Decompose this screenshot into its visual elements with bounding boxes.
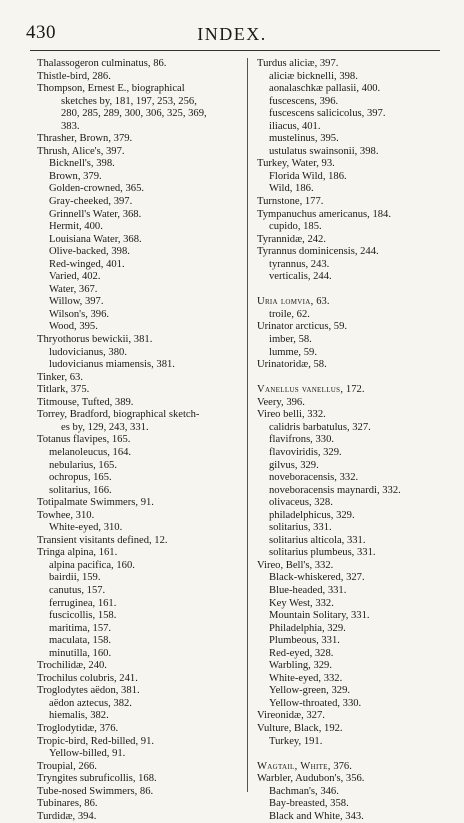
index-entry: aëdon aztecus, 382. (49, 697, 132, 709)
index-entry: Philadelphia, 329. (269, 622, 346, 634)
index-entry: Hermit, 400. (49, 221, 103, 233)
index-entry: mustelinus, 395. (269, 133, 339, 145)
index-entry: Totipalmate Swimmers, 91. (37, 497, 154, 509)
index-entry: Tringa alpina, 161. (37, 547, 118, 559)
index-entry: Mountain Solitary, 331. (269, 610, 370, 622)
index-entry: Troglodytes aëdon, 381. (37, 685, 140, 697)
index-entry: aliciæ bicknelli, 398. (269, 70, 358, 82)
index-entry: Tryngites subruficollis, 168. (37, 773, 157, 785)
index-entry: Blue-headed, 331. (269, 584, 347, 596)
index-entry: Vanellus vanellus, 172. (257, 384, 365, 396)
index-entry: Torrey, Bradford, biographical sketch- (37, 409, 200, 421)
index-entry: Turdus aliciæ, 397. (257, 58, 339, 69)
index-entry: Trochilidæ, 240. (37, 660, 107, 672)
index-entry: Thompson, Ernest E., biographical (37, 83, 185, 95)
index-entry: Wood, 395. (49, 321, 98, 333)
index-entry: Yellow-throated, 330. (269, 697, 362, 709)
header-rule (30, 50, 440, 51)
index-entry: Vulture, Black, 192. (257, 722, 343, 734)
index-entry: Bicknell's, 398. (49, 158, 115, 170)
index-entry: Thrasher, Brown, 379. (37, 133, 133, 145)
index-entry: fuscescens salicicolus, 397. (269, 108, 386, 120)
index-entry: Troupial, 266. (37, 760, 97, 772)
index-entry: Urinatoridæ, 58. (257, 359, 327, 371)
index-entry: Thrush, Alice's, 397. (37, 145, 125, 157)
index-entry: Troglodytidæ, 376. (37, 722, 119, 734)
index-entry: Vireo, Bell's, 332. (257, 559, 334, 571)
column-divider (247, 58, 248, 792)
index-entry: Tinker, 63. (37, 371, 83, 383)
index-entry: Key West, 332. (269, 597, 334, 609)
index-entry: Thalassogeron culminatus, 86. (37, 58, 167, 69)
index-entry: Brown, 379. (49, 170, 102, 182)
index-entry: 280, 285, 289, 300, 306, 325, 369, (61, 108, 207, 120)
index-entry: Turnstone, 177. (257, 196, 324, 208)
index-entry: Titmouse, Tufted, 389. (37, 396, 134, 408)
index-entry: Bay-breasted, 358. (269, 798, 349, 810)
index-entry: Tympanuchus americanus, 184. (257, 208, 391, 220)
index-entry: Titlark, 375. (37, 384, 90, 396)
index-entry: solitarius, 166. (49, 484, 112, 496)
index-entry: ustulatus swainsonii, 398. (269, 145, 379, 157)
index-entry: alpina pacifica, 160. (49, 559, 135, 571)
index-entry: Tyrannidæ, 242. (257, 233, 326, 245)
index-entry: calidris barbatulus, 327. (269, 421, 371, 433)
index-entry: ludovicianus, 380. (49, 346, 127, 358)
index-entry: ferruginea, 161. (49, 597, 117, 609)
index-entry: lumme, 59. (269, 346, 317, 358)
index-entry: Turkey, Water, 93. (257, 158, 335, 170)
section-gap (257, 748, 451, 761)
index-entry: Totanus flavipes, 165. (37, 434, 131, 446)
section-gap (257, 284, 451, 297)
index-entry: ludovicianus miamensis, 381. (49, 359, 175, 371)
index-entry: Red-winged, 401. (49, 258, 125, 270)
index-entry: White-eyed, 332. (269, 672, 343, 684)
index-entry: Transient visitants defined, 12. (37, 534, 168, 546)
index-column-right (257, 58, 451, 823)
index-entry: sketches by, 181, 197, 253, 256, (61, 95, 197, 107)
index-entry: philadelphicus, 329. (269, 509, 355, 521)
index-entry: Black and White, 343. (269, 810, 364, 822)
index-entry: Thistle-bird, 286. (37, 70, 111, 82)
index-entry: troile, 62. (269, 308, 310, 320)
index-entry: Tubinares, 86. (37, 798, 98, 810)
index-entry: Wild, 186. (269, 183, 314, 195)
index-entry: flavoviridis, 329. (269, 446, 342, 458)
index-entry: gilvus, 329. (269, 459, 319, 471)
index-entry: Warbler, Audubon's, 356. (257, 773, 365, 785)
index-entry: Water, 367. (49, 283, 98, 295)
index-entry: Urinator arcticus, 59. (257, 321, 348, 333)
index-entry: nebularius, 165. (49, 459, 117, 471)
index-entry: Trochilus colubris, 241. (37, 672, 138, 684)
index-entry: Turkey, 191. (269, 735, 323, 747)
index-entry: Willow, 397. (49, 296, 104, 308)
index-entry: es by, 129, 243, 331. (61, 421, 149, 433)
index-entry: imber, 58. (269, 334, 312, 346)
index-entry: Tube-nosed Swimmers, 86. (37, 785, 154, 797)
index-entry: Turdidæ, 394. (37, 810, 97, 822)
index-entry: melanoleucus, 164. (49, 446, 132, 458)
index-entry: Bachman's, 346. (269, 785, 339, 797)
index-entry: Tropic-bird, Red-billed, 91. (37, 735, 155, 747)
index-entry: Towhee, 310. (37, 509, 95, 521)
index-entry: Olive-backed, 398. (49, 246, 130, 258)
index-entry: Red-eyed, 328. (269, 647, 334, 659)
index-entry: Tyrannus dominicensis, 244. (257, 246, 379, 258)
section-gap (257, 372, 451, 385)
index-entry: Louisiana Water, 368. (49, 233, 142, 245)
index-entry: maritima, 157. (49, 622, 112, 634)
index-entry: Warbling, 329. (269, 660, 332, 672)
index-entry: aonalaschkæ pallasii, 400. (269, 83, 381, 95)
index-entry: Vireo belli, 332. (257, 409, 326, 421)
index-entry: iliacus, 401. (269, 120, 321, 132)
index-entry: Yellow-billed, 91. (49, 748, 126, 760)
index-entry: White-eyed, 310. (49, 522, 123, 534)
index-entry: Veery, 396. (257, 396, 305, 408)
index-entry: Thryothorus bewickii, 381. (37, 334, 153, 346)
index-entry: verticalis, 244. (269, 271, 332, 283)
index-entry: Varied, 402. (49, 271, 101, 283)
index-entry: Golden-crowned, 365. (49, 183, 145, 195)
index-entry: Black-whiskered, 327. (269, 572, 365, 584)
index-entry: 383. (61, 120, 80, 132)
index-entry: Uria lomvia, 63. (257, 296, 330, 308)
index-entry: Grinnell's Water, 368. (49, 208, 142, 220)
index-entry: solitarius, 331. (269, 522, 332, 534)
index-entry: Plumbeous, 331. (269, 635, 340, 647)
index-entry: ochropus, 165. (49, 472, 112, 484)
page-number: 430 (26, 22, 56, 43)
index-entry: bairdii, 159. (49, 572, 101, 584)
index-entry: cupido, 185. (269, 221, 322, 233)
index-entry: noveboracensis, 332. (269, 472, 359, 484)
index-entry: flavifrons, 330. (269, 434, 335, 446)
index-entry: solitarius plumbeus, 331. (269, 547, 376, 559)
index-entry: maculata, 158. (49, 635, 112, 647)
index-entry: canutus, 157. (49, 584, 106, 596)
page-header (0, 22, 464, 46)
index-column-left (37, 58, 240, 823)
index-entry: noveboracensis maynardi, 332. (269, 484, 401, 496)
index-entry: Vireonidæ, 327. (257, 710, 325, 722)
index-entry: olivaceus, 328. (269, 497, 333, 509)
index-entry: tyrannus, 243. (269, 258, 330, 270)
index-entry: Florida Wild, 186. (269, 170, 347, 182)
index-entry: Gray-cheeked, 397. (49, 196, 133, 208)
index-entry: fuscicollis, 158. (49, 610, 117, 622)
index-entry: hiemalis, 382. (49, 710, 109, 722)
index-entry: fuscescens, 396. (269, 95, 339, 107)
index-entry: Wagtail, White, 376. (257, 760, 352, 772)
index-entry: Yellow-green, 329. (269, 685, 351, 697)
index-entry: minutilla, 160. (49, 647, 112, 659)
index-entry: Wilson's, 396. (49, 308, 110, 320)
index-entry: solitarius alticola, 331. (269, 534, 366, 546)
page-title: INDEX. (197, 24, 267, 44)
